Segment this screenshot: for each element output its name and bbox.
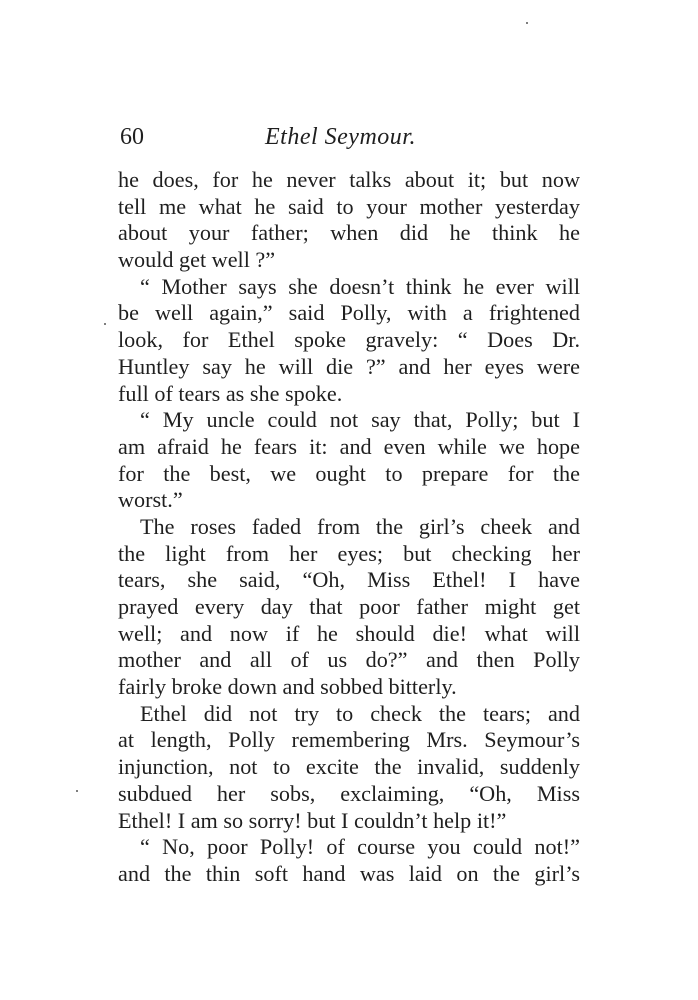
- text-line: tell me what he said to your mother yesterday: [118, 193, 580, 219]
- text-line: Ethel! I am so sorry! but I couldn’t help it!”: [118, 807, 507, 833]
- page-number: 60: [120, 124, 144, 150]
- page-header: [120, 120, 580, 154]
- text-line: worst.”: [118, 487, 183, 513]
- text-line: subdued her sobs, exclaiming, “Oh, Miss: [118, 780, 580, 806]
- paper-speck: [104, 323, 106, 325]
- text-line: prayed every day that poor father might get: [118, 594, 580, 619]
- text-line: about your father; when did he think he: [118, 220, 580, 246]
- text-line: at length, Polly remembering Mrs. Seymour’s: [118, 727, 580, 753]
- text-line: “ Mother says she doesn’t think he ever will: [140, 273, 580, 299]
- text-line: for the best, we ought to prepare for the: [118, 460, 580, 486]
- text-line: the light from her eyes; but checking her: [118, 540, 580, 566]
- text-line: am afraid he fears it: and even while we hope: [118, 433, 580, 459]
- running-title: Ethel Seymour.: [265, 124, 416, 150]
- text-line: full of tears as she spoke.: [118, 380, 343, 406]
- text-line: The roses faded from the girl’s cheek and: [140, 513, 580, 539]
- text-line: and the thin soft hand was laid on the girl’s: [118, 860, 580, 886]
- text-line: injunction, not to excite the invalid, suddenly: [118, 754, 580, 780]
- text-line: “ My uncle could not say that, Polly; but I: [140, 407, 580, 433]
- text-line: mother and all of us do?” and then Polly: [118, 647, 580, 673]
- text-line: be well again,” said Polly, with a frightened: [118, 300, 580, 326]
- text-line: fairly broke down and sobbed bitterly.: [118, 674, 457, 700]
- text-line: look, for Ethel spoke gravely: “ Does Dr.: [118, 327, 580, 353]
- paper-speck: [76, 790, 78, 792]
- text-line: would get well ?”: [118, 247, 276, 273]
- text-line: he does, for he never talks about it; but now: [118, 167, 580, 192]
- text-line: tears, she said, “Oh, Miss Ethel! I have: [118, 567, 580, 593]
- body-text: [118, 167, 580, 888]
- text-line: “ No, poor Polly! of course you could not!”: [140, 834, 580, 860]
- text-line: Ethel did not try to check the tears; and: [140, 700, 580, 726]
- paper-speck: [526, 22, 528, 24]
- text-line: Huntley say he will die ?” and her eyes were: [118, 353, 580, 379]
- text-line: well; and now if he should die! what will: [118, 620, 580, 646]
